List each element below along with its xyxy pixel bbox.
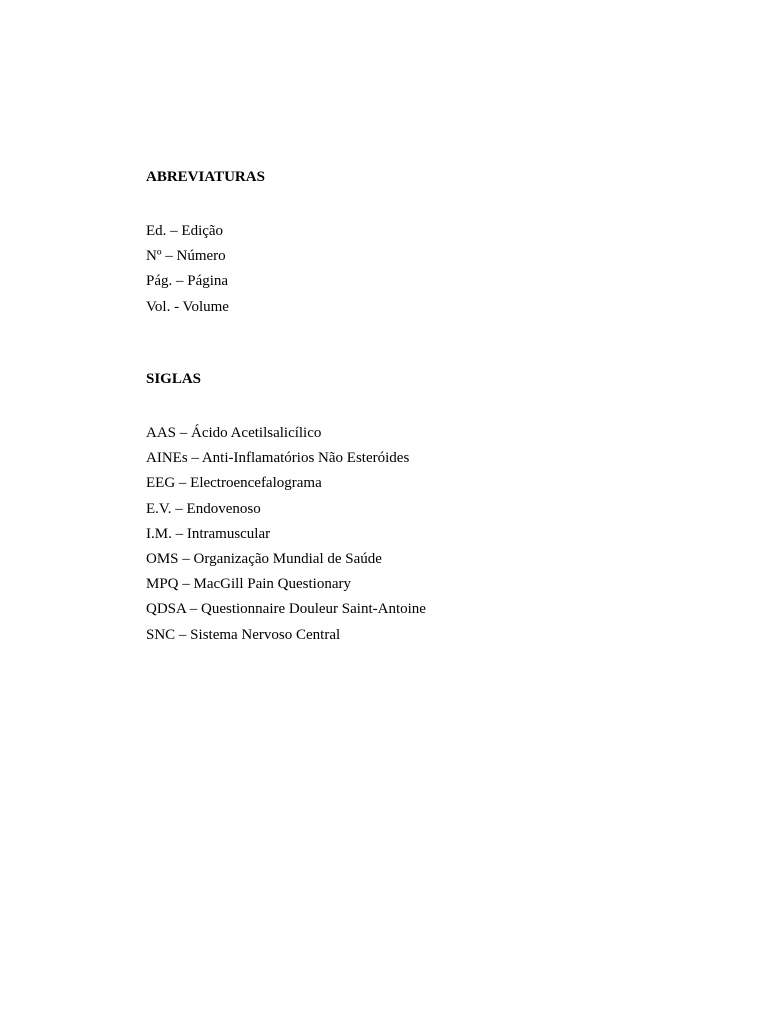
acronym-item: MPQ – MacGill Pain Questionary (146, 576, 351, 593)
acronyms-heading: SIGLAS (146, 371, 202, 387)
acronyms-list (146, 421, 706, 648)
abbreviations-section (146, 168, 706, 320)
acronym-item: I.M. – Intramuscular (146, 525, 271, 542)
acronym-item: OMS – Organização Mundial de Saúde (146, 550, 382, 567)
abbreviations-heading: ABREVIATURAS (146, 169, 265, 185)
abbreviation-item: Nº – Número (146, 248, 226, 265)
acronyms-section (146, 370, 706, 648)
acronym-item: AINEs – Anti-Inflamatórios Não Esteróides (146, 450, 410, 467)
abbreviation-item: Ed. – Edição (146, 223, 224, 239)
acronym-item: EEG – Electroencefalograma (146, 475, 322, 492)
acronym-item: SNC – Sistema Nervoso Central (146, 626, 341, 643)
abbreviation-item: Pág. – Página (146, 273, 229, 290)
acronym-item: E.V. – Endovenoso (146, 500, 261, 517)
acronym-item: AAS – Ácido Acetilsalicílico (146, 425, 322, 441)
abbreviation-item: Vol. - Volume (146, 298, 229, 315)
acronym-item: QDSA – Questionnaire Douleur Saint-Antoine (146, 601, 426, 618)
abbreviations-list (146, 219, 706, 320)
